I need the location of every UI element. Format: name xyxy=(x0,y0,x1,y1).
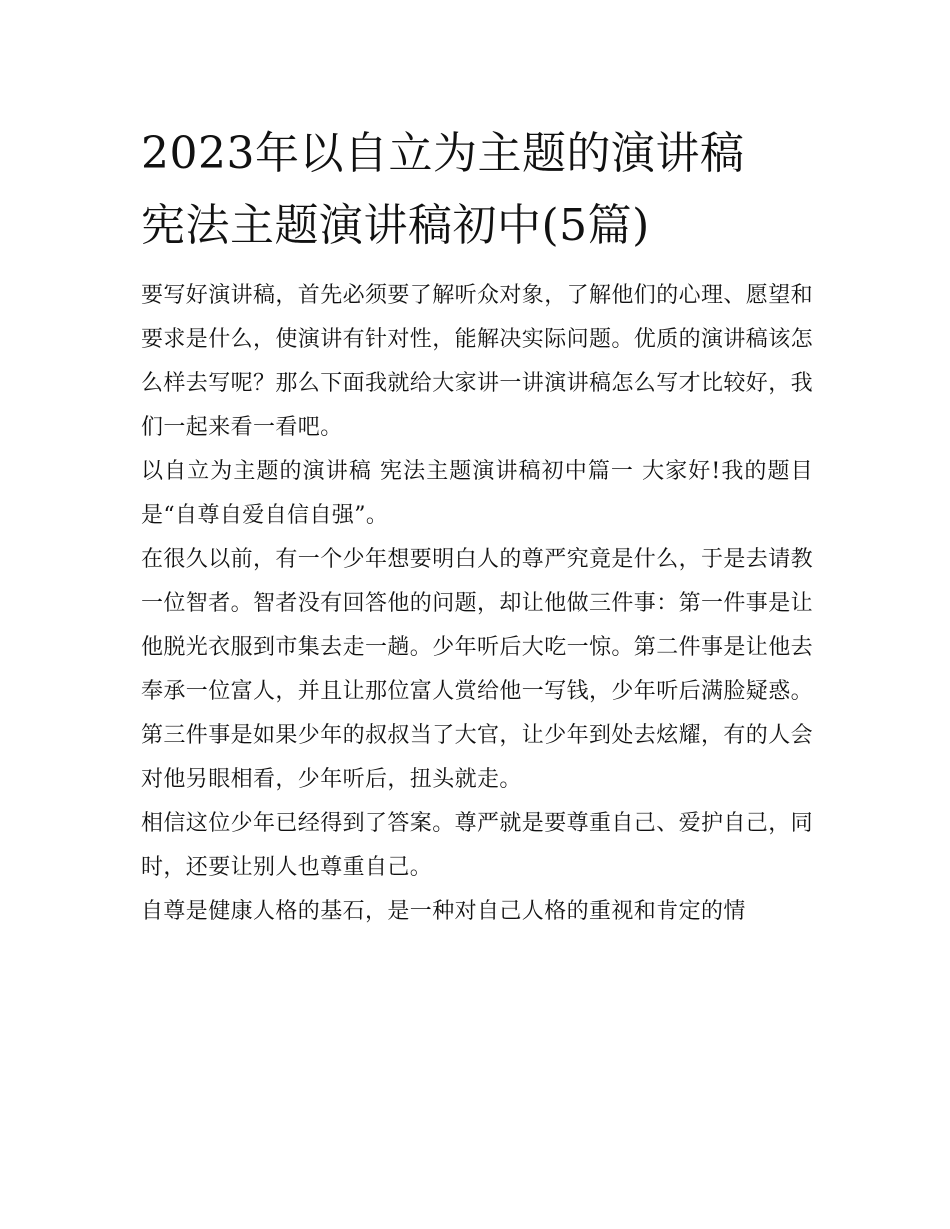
paragraph-story: 在很久以前，有一个少年想要明白人的尊严究竟是什么，于是去请教一位智者。智者没有回答他的问题，却让他做三件事：第一件事是让他脱光衣服到市集去走一趟。少年听后大吃一惊。第二件事是让他去奉承一位富人，并且让那位富人赏给他一写钱，少年听后满脸疑惑。第三件事是如果少年的叔叔当了大官，让少年到处去炫耀，有的人会对他另眼相看，少年听后，扭头就走。 xyxy=(141,547,814,792)
document-page xyxy=(141,118,813,934)
title-line-2: 宪法主题演讲稿初中(5篇) xyxy=(141,200,650,251)
paragraph-speech-heading: 以自立为主题的演讲稿 宪法主题演讲稿初中篇一 大家好!我的题目是“自尊自爱自信自强”。 xyxy=(141,459,813,528)
title-line-1: 2023年以自立为主题的演讲稿 xyxy=(141,128,745,179)
paragraph-intro: 要写好演讲稿，首先必须要了解听众对象，了解他们的心理、愿望和要求是什么，使演讲有针对性，能解决实际问题。优质的演讲稿该怎么样去写呢？那么下面我就给大家讲一讲演讲稿怎么写才比较好，我们一起来看一看吧。 xyxy=(141,283,814,440)
document-title xyxy=(141,118,813,262)
paragraph-self-respect: 自尊是健康人格的基石，是一种对自己人格的重视和肯定的情 xyxy=(141,899,746,924)
paragraph-answer: 相信这位少年已经得到了答案。尊严就是要尊重自己、爱护自己，同时，还要让别人也尊重自己。 xyxy=(141,811,814,880)
